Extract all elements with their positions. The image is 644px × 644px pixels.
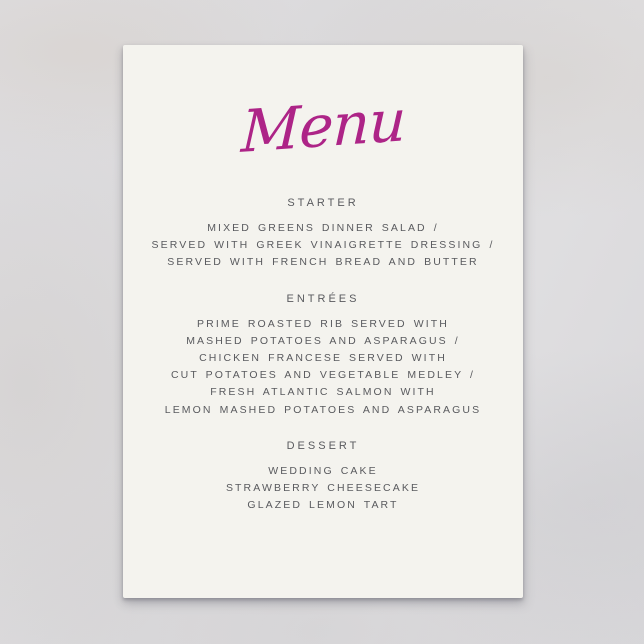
dessert-line: GLAZED LEMON TART <box>247 499 399 512</box>
entrees-line: PRIME ROASTED RIB SERVED WITH <box>197 317 449 330</box>
entrees-section <box>123 291 523 419</box>
dessert-line: STRAWBERRY CHEESECAKE <box>225 482 421 495</box>
entrees-line: LEMON MASHED POTATOES AND ASPARAGUS <box>164 403 482 416</box>
entrees-heading: ENTRÉES <box>286 292 360 305</box>
entrees-line: MASHED POTATOES AND ASPARAGUS / <box>186 334 460 347</box>
menu-title-area <box>123 45 523 195</box>
starter-line: MIXED GREENS DINNER SALAD / <box>207 222 439 234</box>
menu-card <box>123 45 523 598</box>
dessert-section <box>123 438 523 515</box>
entrees-line: FRESH ATLANTIC SALMON WITH <box>210 386 436 399</box>
entrees-line: CUT POTATOES AND VEGETABLE MEDLEY / <box>170 369 476 382</box>
starter-heading: STARTER <box>287 197 359 209</box>
starter-line: SERVED WITH GREEK VINAIGRETTE DRESSING / <box>151 239 495 252</box>
menu-title: Menu <box>239 86 407 166</box>
starter-section <box>123 195 523 272</box>
dessert-heading: DESSERT <box>286 439 360 452</box>
dessert-line: WEDDING CAKE <box>268 464 378 477</box>
entrees-line: CHICKEN FRANCESE SERVED WITH <box>199 352 447 365</box>
starter-line: SERVED WITH FRENCH BREAD AND BUTTER <box>167 256 479 269</box>
